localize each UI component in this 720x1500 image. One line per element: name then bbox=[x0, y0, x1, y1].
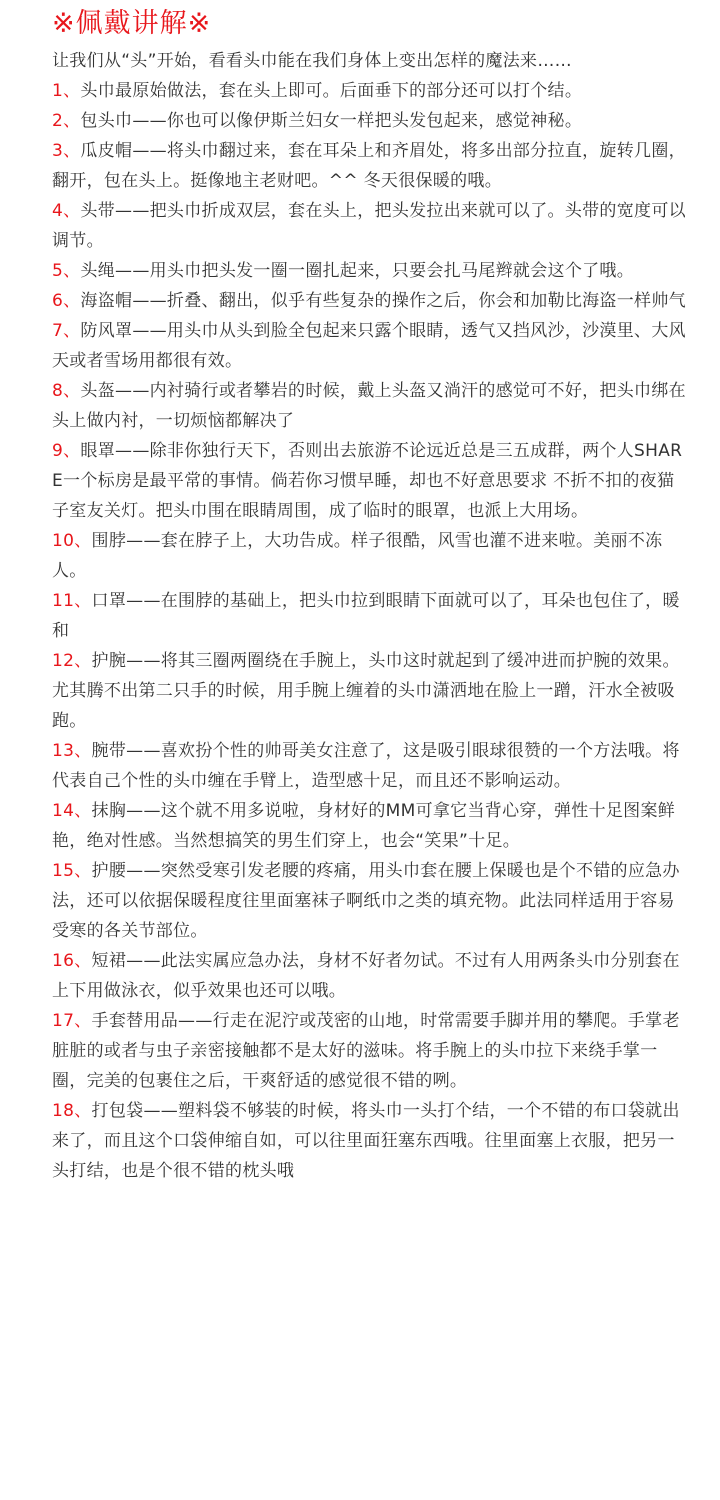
list-item bbox=[52, 376, 686, 436]
item-text: 头巾最原始做法，套在头上即可。后面垂下的部分还可以打个结。 bbox=[80, 81, 583, 101]
list-item bbox=[52, 136, 686, 196]
item-text: 手套替用品——行走在泥泞或茂密的山地，时常需要手脚并用的攀爬。手掌老脏脏的或者与虫子亲密接触都不是太好的滋味。将手腕上的头巾拉下来绕手掌一圈，完美的包裹住之后，干爽舒适的感觉很不错的咧。 bbox=[52, 1011, 680, 1091]
item-number: 12、 bbox=[52, 651, 92, 671]
item-text: 护腰——突然受寒引发老腰的疼痛，用头巾套在腰上保暖也是个不错的应急办法，还可以依据保暖程度往里面塞袜子啊纸巾之类的填充物。此法同样适用于容易受寒的各关节部位。 bbox=[52, 861, 680, 941]
item-text: 眼罩——除非你独行天下，否则出去旅游不论远近总是三五成群，两个人SHARE一个标房是最平常的事情。倘若你习惯早睡，却也不好意思要求 不折不扣的夜猫子室友关灯。把头巾围在眼睛周围，成了临时的眼罩，也派上大用场。 bbox=[52, 441, 683, 521]
item-text: 头带——把头巾折成双层，套在头上，把头发拉出来就可以了。头带的宽度可以调节。 bbox=[52, 201, 686, 251]
item-text: 打包袋——塑料袋不够装的时候，将头巾一头打个结，一个不错的布口袋就出来了，而且这个口袋伸缩自如，可以往里面狂塞东西哦。往里面塞上衣服，把另一头打结，也是个很不错的枕头哦 bbox=[52, 1101, 680, 1181]
item-number: 16、 bbox=[52, 951, 92, 971]
item-text: 腕带——喜欢扮个性的帅哥美女注意了，这是吸引眼球很赞的一个方法哦。将代表自己个性的头巾缠在手臂上，造型感十足，而且还不影响运动。 bbox=[52, 741, 680, 791]
item-number: 17、 bbox=[52, 1011, 92, 1031]
list-item bbox=[52, 316, 686, 376]
item-number: 3、 bbox=[52, 141, 81, 161]
list-item bbox=[52, 796, 686, 856]
list-item bbox=[52, 1096, 686, 1186]
list-item bbox=[52, 526, 686, 586]
item-text: 瓜皮帽——将头巾翻过来，套在耳朵上和齐眉处，将多出部分拉直，旋转几圈，翻开，包在头上。挺像地主老财吧。^^ 冬天很保暖的哦。 bbox=[52, 141, 686, 191]
intro-text: 让我们从“头”开始，看看头巾能在我们身体上变出怎样的魔法来…… bbox=[52, 51, 572, 71]
list-item bbox=[52, 646, 686, 736]
item-number: 4、 bbox=[52, 201, 81, 221]
list-item bbox=[52, 436, 686, 526]
tips-list bbox=[52, 76, 686, 1186]
item-number: 8、 bbox=[52, 381, 81, 401]
item-number: 5、 bbox=[52, 261, 81, 281]
list-item bbox=[52, 256, 686, 286]
list-item bbox=[52, 196, 686, 256]
item-number: 14、 bbox=[52, 801, 92, 821]
list-item bbox=[52, 736, 686, 796]
item-text: 抹胸——这个就不用多说啦，身材好的MM可拿它当背心穿，弹性十足图案鲜艳，绝对性感。当然想搞笑的男生们穿上，也会“笑果”十足。 bbox=[52, 801, 676, 851]
list-item bbox=[52, 586, 686, 646]
item-number: 9、 bbox=[52, 441, 81, 461]
item-text: 头盔——内衬骑行或者攀岩的时候，戴上头盔又淌汗的感觉可不好，把头巾绑在头上做内衬，一切烦恼都解决了 bbox=[52, 381, 686, 431]
item-text: 护腕——将其三圈两圈绕在手腕上，头巾这时就起到了缓冲进而护腕的效果。尤其腾不出第二只手的时候，用手腕上缠着的头巾潇洒地在脸上一蹭，汗水全被吸跑。 bbox=[52, 651, 680, 731]
item-text: 海盗帽——折叠、翻出，似乎有些复杂的操作之后，你会和加勒比海盗一样帅气 bbox=[80, 291, 686, 311]
list-item bbox=[52, 946, 686, 1006]
item-text: 短裙——此法实属应急办法，身材不好者勿试。不过有人用两条头巾分别套在上下用做泳衣，似乎效果也还可以哦。 bbox=[52, 951, 680, 1001]
item-number: 1、 bbox=[52, 81, 81, 101]
item-number: 2、 bbox=[52, 111, 81, 131]
item-text: 围脖——套在脖子上，大功告成。样子很酷，风雪也灌不进来啦。美丽不冻人。 bbox=[52, 531, 663, 581]
item-text: 防风罩——用头巾从头到脸全包起来只露个眼睛，透气又挡风沙，沙漠里、大风天或者雪场用都很有效。 bbox=[52, 321, 686, 371]
item-number: 7、 bbox=[52, 321, 81, 341]
item-number: 13、 bbox=[52, 741, 92, 761]
item-number: 6、 bbox=[52, 291, 81, 311]
list-item bbox=[52, 76, 686, 106]
item-number: 15、 bbox=[52, 861, 92, 881]
item-text: 头绳——用头巾把头发一圈一圈扎起来，只要会扎马尾辫就会这个了哦。 bbox=[80, 261, 635, 281]
list-item bbox=[52, 106, 686, 136]
list-item bbox=[52, 286, 686, 316]
item-number: 18、 bbox=[52, 1101, 92, 1121]
page-title: ※佩戴讲解※ bbox=[52, 8, 212, 39]
list-item bbox=[52, 856, 686, 946]
list-item bbox=[52, 1006, 686, 1096]
item-text: 包头巾——你也可以像伊斯兰妇女一样把头发包起来，感觉神秘。 bbox=[80, 111, 583, 131]
content-area bbox=[52, 8, 686, 1186]
item-number: 11、 bbox=[52, 591, 92, 611]
item-number: 10、 bbox=[52, 531, 92, 551]
item-text: 口罩——在围脖的基础上，把头巾拉到眼睛下面就可以了，耳朵也包住了，暖和 bbox=[52, 591, 680, 641]
